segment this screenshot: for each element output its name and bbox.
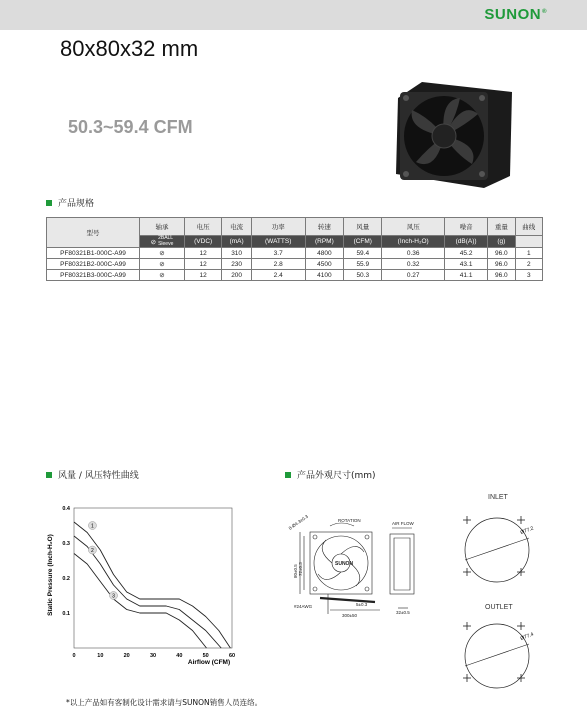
wire-gauge-label: #24AWG (294, 604, 313, 609)
unit-weight: (g) (488, 236, 515, 248)
unit-curve-empty (515, 236, 542, 248)
brand-logo: SUNON® (484, 6, 547, 23)
cfm-cell: 59.4 (344, 248, 382, 259)
x-tick-label: 50 (202, 653, 209, 659)
table-row (47, 259, 543, 270)
fan-brand-label: SUNON (335, 561, 354, 567)
dimension-drawing (280, 490, 450, 630)
y-axis-label: Static Pressure (Inch-H₂O) (47, 534, 54, 616)
header-curve: 曲线 (515, 218, 542, 236)
rpm-cell: 4100 (305, 270, 344, 281)
section-marker (46, 200, 52, 206)
curve-2 (74, 536, 221, 648)
header-noise: 噪音 (445, 218, 488, 236)
unit-noise: (dB(A)) (445, 236, 488, 248)
model-cell: PF80321B3-000C-A99 (47, 270, 140, 281)
curve-3 (74, 554, 207, 649)
outer-width-dim: 80±0.5 (293, 564, 298, 578)
cfm-cell: 50.3 (344, 270, 382, 281)
weight-cell: 96.0 (488, 270, 515, 281)
header-pressure: 风压 (382, 218, 445, 236)
rpm-cell: 4800 (305, 248, 344, 259)
noise-cell: 41.1 (445, 270, 488, 281)
unit-pressure: (Inch-H₂O) (382, 236, 445, 248)
inlet-diameter: Ø77.2 (519, 525, 535, 536)
x-axis-label: Airflow (CFM) (187, 659, 231, 666)
airflow-label: AIR FLOW (392, 521, 414, 526)
y-tick-label: 0.2 (62, 576, 70, 582)
header-model: 型号 (47, 218, 140, 248)
dimension-section-heading: 产品外观尺寸(mm) (285, 468, 376, 481)
pq-curve-chart (44, 500, 244, 670)
voltage-cell: 12 (185, 259, 222, 270)
model-cell: PF80321B1-000C-A99 (47, 248, 140, 259)
ball-bearing-icon: ⊘ (140, 270, 185, 281)
header-weight: 重量 (488, 218, 515, 236)
curve-label: 1 (91, 523, 94, 530)
current-cell: 200 (222, 270, 252, 281)
voltage-cell: 12 (185, 270, 222, 281)
y-tick-label: 0.3 (62, 541, 70, 547)
footer-note: *以上产品如有客制化设计需求请与SUNON销售人员连络。 (66, 698, 263, 707)
noise-cell: 45.2 (445, 248, 488, 259)
outlet-diameter: Ø77.4 (519, 631, 535, 642)
header-current: 电流 (222, 218, 252, 236)
header-power: 功率 (251, 218, 305, 236)
ball-bearing-icon: ⊘ (140, 259, 185, 270)
weight-cell: 96.0 (488, 259, 515, 270)
inlet-diagram (455, 508, 575, 603)
ball-bearing-icon: ⊘ (150, 238, 157, 246)
unit-power: (WATTS) (251, 236, 305, 248)
spec-table (46, 217, 543, 281)
unit-current: (mA) (222, 236, 252, 248)
pressure-cell: 0.32 (382, 259, 445, 270)
power-cell: 3.7 (251, 248, 305, 259)
table-row (47, 270, 543, 281)
x-tick-label: 20 (123, 653, 130, 659)
inner-width-dim: 72±0.3 (298, 562, 303, 576)
section-marker (46, 472, 52, 478)
page-title: 80x80x32 mm (60, 36, 199, 61)
curve-cell: 1 (515, 248, 542, 259)
rotation-label: ROTATION (338, 518, 361, 523)
x-tick-label: 30 (149, 653, 157, 659)
lead-length-dim: 300±50 (342, 613, 357, 618)
fan-photo (392, 78, 514, 190)
curve-1 (74, 522, 230, 648)
unit-airflow: (CFM) (344, 236, 382, 248)
airflow-range: 50.3~59.4 CFM (68, 117, 193, 137)
header-speed: 转速 (305, 218, 344, 236)
noise-cell: 43.1 (445, 259, 488, 270)
y-tick-label: 0.1 (62, 611, 70, 617)
header-airflow: 风量 (344, 218, 382, 236)
rpm-cell: 4500 (305, 259, 344, 270)
hole-note: 8-Ø4.3±0.3 (287, 513, 309, 531)
curve-cell: 3 (515, 270, 542, 281)
bearing-type-cell: ⊘ 2BALL Sleeve (140, 236, 185, 248)
header-bearing: 轴承 (140, 218, 185, 236)
thickness-dim: 32±0.5 (396, 610, 410, 615)
cfm-cell: 55.9 (344, 259, 382, 270)
power-cell: 2.8 (251, 259, 305, 270)
x-tick-label: 10 (97, 653, 104, 659)
unit-voltage: (VDC) (185, 236, 222, 248)
header-voltage: 电压 (185, 218, 222, 236)
curve-cell: 2 (515, 259, 542, 270)
ball-bearing-icon: ⊘ (140, 248, 185, 259)
power-cell: 2.4 (251, 270, 305, 281)
y-tick-label: 0.4 (62, 506, 70, 512)
x-tick-label: 0 (72, 653, 76, 659)
x-tick-label: 40 (176, 653, 183, 659)
model-cell: PF80321B2-000C-A99 (47, 259, 140, 270)
pressure-cell: 0.27 (382, 270, 445, 281)
current-cell: 310 (222, 248, 252, 259)
spec-section-heading: 产品规格 (46, 196, 94, 209)
curve-label: 2 (91, 548, 94, 554)
lead-strip-dim: 5±0.3 (356, 602, 368, 607)
outlet-label: OUTLET (485, 604, 513, 611)
x-tick-label: 60 (228, 653, 236, 659)
voltage-cell: 12 (185, 248, 222, 259)
table-row (47, 248, 543, 259)
section-marker (285, 472, 291, 478)
pressure-cell: 0.36 (382, 248, 445, 259)
weight-cell: 96.0 (488, 248, 515, 259)
inlet-label: INLET (488, 494, 508, 501)
curve-label: 3 (112, 593, 115, 600)
current-cell: 230 (222, 259, 252, 270)
outlet-diagram (455, 614, 575, 709)
curve-section-heading: 风量 / 风压特性曲线 (46, 468, 139, 481)
unit-speed: (RPM) (305, 236, 344, 248)
